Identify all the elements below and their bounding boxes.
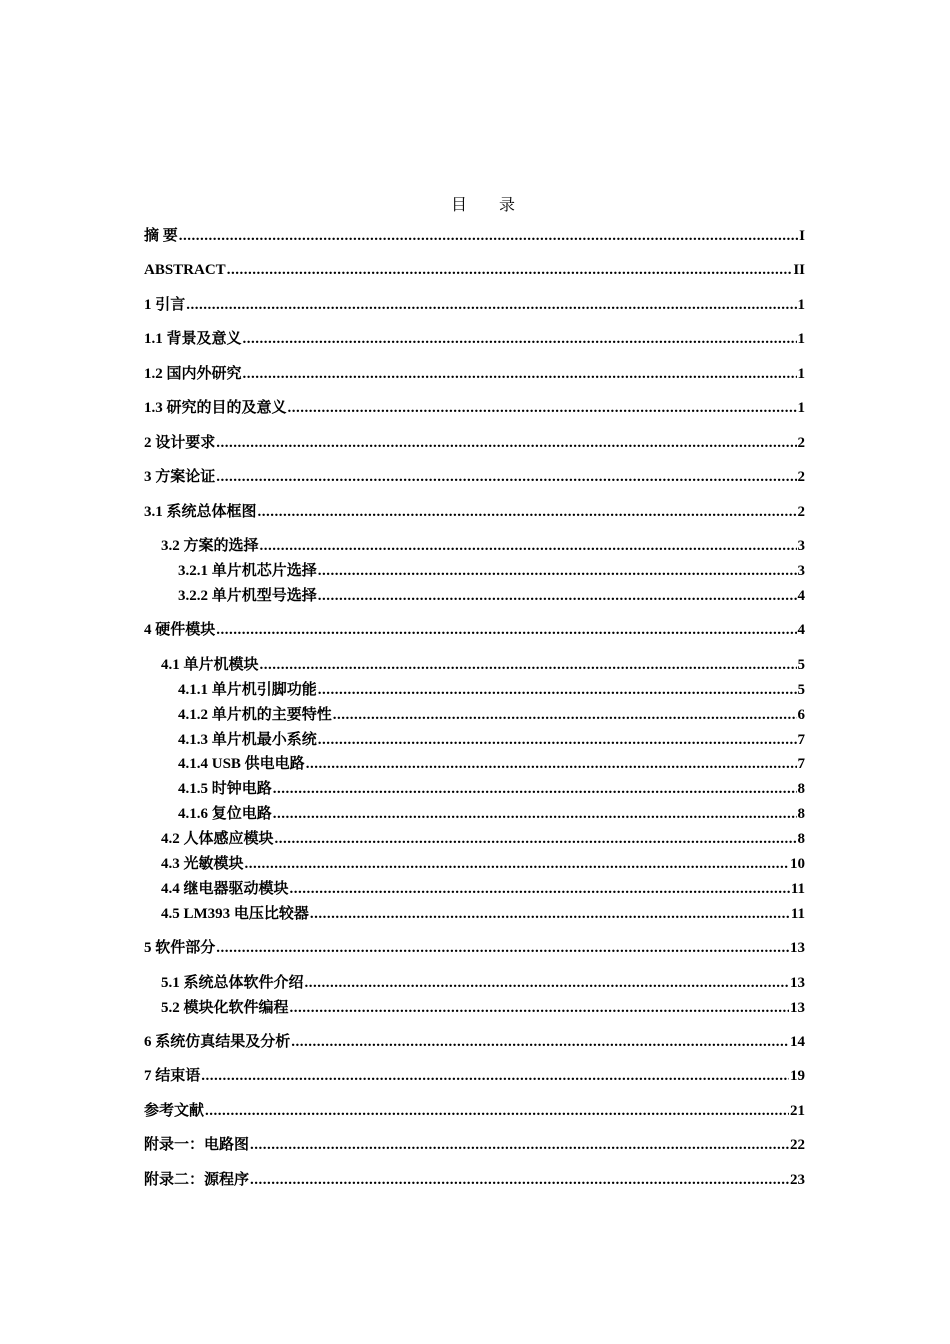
toc-entry-ch2[interactable] <box>144 433 805 453</box>
toc-entry-label: 3.2.2 单片机型号选择 <box>178 588 317 604</box>
toc-leader-dots <box>273 779 797 799</box>
toc-leader-dots <box>318 561 797 581</box>
toc-entry-page: 3 <box>797 563 805 579</box>
toc-leader-dots <box>291 1032 789 1052</box>
toc-entry-label: 1.3 研究的目的及意义 <box>144 400 287 416</box>
toc-entry-appendix-2[interactable] <box>144 1170 805 1190</box>
toc-leader-dots <box>216 938 789 958</box>
toc-entry-page: 7 <box>797 756 805 772</box>
toc-entry-4-3[interactable] <box>161 854 805 874</box>
toc-entry-page: 14 <box>790 1034 805 1050</box>
toc-entry-1-2[interactable] <box>144 364 805 384</box>
toc-entry-3-2-1[interactable] <box>178 561 805 581</box>
toc-entry-label: 4.1.5 时钟电路 <box>178 781 272 797</box>
toc-leader-dots <box>318 730 797 750</box>
toc-entry-abstract-en[interactable] <box>144 260 805 280</box>
toc-entry-label: 4 硬件模块 <box>144 622 216 638</box>
toc-leader-dots <box>275 829 797 849</box>
toc-entry-label: 6 系统仿真结果及分析 <box>144 1034 291 1050</box>
toc-entry-label: 3.2.1 单片机芯片选择 <box>178 563 317 579</box>
toc-leader-dots <box>216 433 796 453</box>
toc-leader-dots <box>243 364 797 384</box>
toc-entry-label: 4.1.2 单片机的主要特性 <box>178 707 332 723</box>
toc-entry-page: 13 <box>790 1000 805 1016</box>
toc-entry-4-4[interactable] <box>161 879 805 899</box>
toc-entry-appendix-1[interactable] <box>144 1135 805 1155</box>
toc-entry-5-2[interactable] <box>161 998 805 1018</box>
toc-leader-dots <box>243 329 797 349</box>
toc-entry-page: 3 <box>797 538 805 554</box>
toc-entry-label: 4.2 人体感应模块 <box>161 831 274 847</box>
toc-entry-page: 2 <box>797 469 805 485</box>
toc-leader-dots <box>186 295 796 315</box>
toc-entry-label: 摘 要 <box>144 228 178 244</box>
toc-entry-page: 11 <box>790 881 805 897</box>
toc-entry-abstract-cn[interactable] <box>144 226 805 246</box>
toc-entry-page: 8 <box>797 781 805 797</box>
toc-entry-label: 4.1.6 复位电路 <box>178 806 272 822</box>
toc-entry-label: 附录一：电路图 <box>144 1137 250 1153</box>
toc-entry-page: 10 <box>790 856 805 872</box>
toc-leader-dots <box>216 467 796 487</box>
toc-leader-dots <box>227 260 793 280</box>
toc-entry-label: 5 软件部分 <box>144 940 216 956</box>
toc-entry-page: 8 <box>797 831 805 847</box>
toc-entry-label: 3 方案论证 <box>144 469 216 485</box>
toc-entry-label: 3.2 方案的选择 <box>161 538 259 554</box>
toc-title: 目 录 <box>450 197 529 214</box>
toc-entry-ch6[interactable] <box>144 1032 805 1052</box>
toc-entry-page: 1 <box>797 400 805 416</box>
toc-entry-4-1[interactable] <box>161 655 805 675</box>
toc-leader-dots <box>179 226 798 246</box>
toc-entry-label: 4.4 继电器驱动模块 <box>161 881 289 897</box>
toc-leader-dots <box>310 904 790 924</box>
toc-leader-dots <box>333 705 797 725</box>
toc-entry-page: 11 <box>790 906 805 922</box>
toc-entry-page: 1 <box>797 366 805 382</box>
toc-entry-label: ABSTRACT <box>144 262 226 278</box>
toc-entry-page: 6 <box>797 707 805 723</box>
toc-entry-label: 4.1.3 单片机最小系统 <box>178 732 317 748</box>
toc-entry-4-1-1[interactable] <box>178 680 805 700</box>
toc-entry-page: 1 <box>797 331 805 347</box>
toc-entry-label: 4.1 单片机模块 <box>161 657 259 673</box>
toc-entry-label: 2 设计要求 <box>144 435 216 451</box>
toc-leader-dots <box>306 754 797 774</box>
toc-leader-dots <box>245 854 789 874</box>
toc-leader-dots <box>260 655 797 675</box>
toc-entry-label: 4.1.1 单片机引脚功能 <box>178 682 317 698</box>
toc-entry-page: 7 <box>797 732 805 748</box>
toc-entry-page: 22 <box>790 1137 805 1153</box>
toc-entry-ch5[interactable] <box>144 938 805 958</box>
toc-entry-label: 4.5 LM393 电压比较器 <box>161 906 309 922</box>
toc-entry-4-2[interactable] <box>161 829 805 849</box>
toc-leader-dots <box>305 973 789 993</box>
toc-entry-label: 1.1 背景及意义 <box>144 331 242 347</box>
toc-entry-1-3[interactable] <box>144 398 805 418</box>
toc-entry-4-1-2[interactable] <box>178 705 805 725</box>
toc-entry-page: 5 <box>797 682 805 698</box>
toc-entry-4-1-5[interactable] <box>178 779 805 799</box>
toc-entry-page: 13 <box>790 975 805 991</box>
toc-leader-dots <box>318 586 797 606</box>
toc-entry-label: 4.3 光敏模块 <box>161 856 244 872</box>
toc-entry-label: 4.1.4 USB 供电电路 <box>178 756 305 772</box>
toc-leader-dots <box>250 1135 789 1155</box>
toc-entry-label: 1 引言 <box>144 297 186 313</box>
toc-entry-label: 5.2 模块化软件编程 <box>161 1000 289 1016</box>
toc-entry-1-1[interactable] <box>144 329 805 349</box>
toc-leader-dots <box>318 680 797 700</box>
toc-entry-page: 13 <box>790 940 805 956</box>
toc-entry-3-2-2[interactable] <box>178 586 805 606</box>
toc-entry-page: 2 <box>797 504 805 520</box>
toc-leader-dots <box>288 398 797 418</box>
toc-leader-dots <box>290 879 790 899</box>
toc-entry-4-1-6[interactable] <box>178 804 805 824</box>
toc-entry-ch7[interactable] <box>144 1066 805 1086</box>
toc-entry-4-1-3[interactable] <box>178 730 805 750</box>
toc-entry-page: 2 <box>797 435 805 451</box>
toc-entry-page: II <box>793 262 805 278</box>
toc-entry-3-1[interactable] <box>144 502 805 522</box>
toc-entry-page: 23 <box>790 1172 805 1188</box>
toc-entry-3-2[interactable] <box>161 536 805 556</box>
toc-leader-dots <box>201 1066 789 1086</box>
toc-leader-dots <box>216 620 796 640</box>
toc-leader-dots <box>260 536 797 556</box>
toc-entry-page: 4 <box>797 622 805 638</box>
toc-leader-dots <box>205 1101 789 1121</box>
toc-entry-page: 21 <box>790 1103 805 1119</box>
toc-entry-label: 3.1 系统总体框图 <box>144 504 257 520</box>
toc-leader-dots <box>250 1170 789 1190</box>
toc-entry-page: I <box>799 228 805 244</box>
toc-entry-label: 附录二：源程序 <box>144 1172 250 1188</box>
toc-entry-ch3[interactable] <box>144 467 805 487</box>
toc-leader-dots <box>273 804 797 824</box>
toc-entry-label: 1.2 国内外研究 <box>144 366 242 382</box>
toc-leader-dots <box>258 502 797 522</box>
toc-leader-dots <box>290 998 789 1018</box>
toc-entry-label: 参考文献 <box>144 1103 205 1119</box>
toc-entry-page: 8 <box>797 806 805 822</box>
toc-entry-page: 5 <box>797 657 805 673</box>
toc-entry-label: 7 结束语 <box>144 1068 201 1084</box>
toc-entry-references[interactable] <box>144 1101 805 1121</box>
toc-entry-4-1-4[interactable] <box>178 754 805 774</box>
toc-entry-5-1[interactable] <box>161 973 805 993</box>
toc-entry-ch1[interactable] <box>144 295 805 315</box>
toc-entry-label: 5.1 系统总体软件介绍 <box>161 975 304 991</box>
toc-entry-page: 4 <box>797 588 805 604</box>
toc-entry-4-5[interactable] <box>161 904 805 924</box>
toc-entry-ch4[interactable] <box>144 620 805 640</box>
toc-entry-page: 1 <box>797 297 805 313</box>
toc-entry-page: 19 <box>790 1068 805 1084</box>
